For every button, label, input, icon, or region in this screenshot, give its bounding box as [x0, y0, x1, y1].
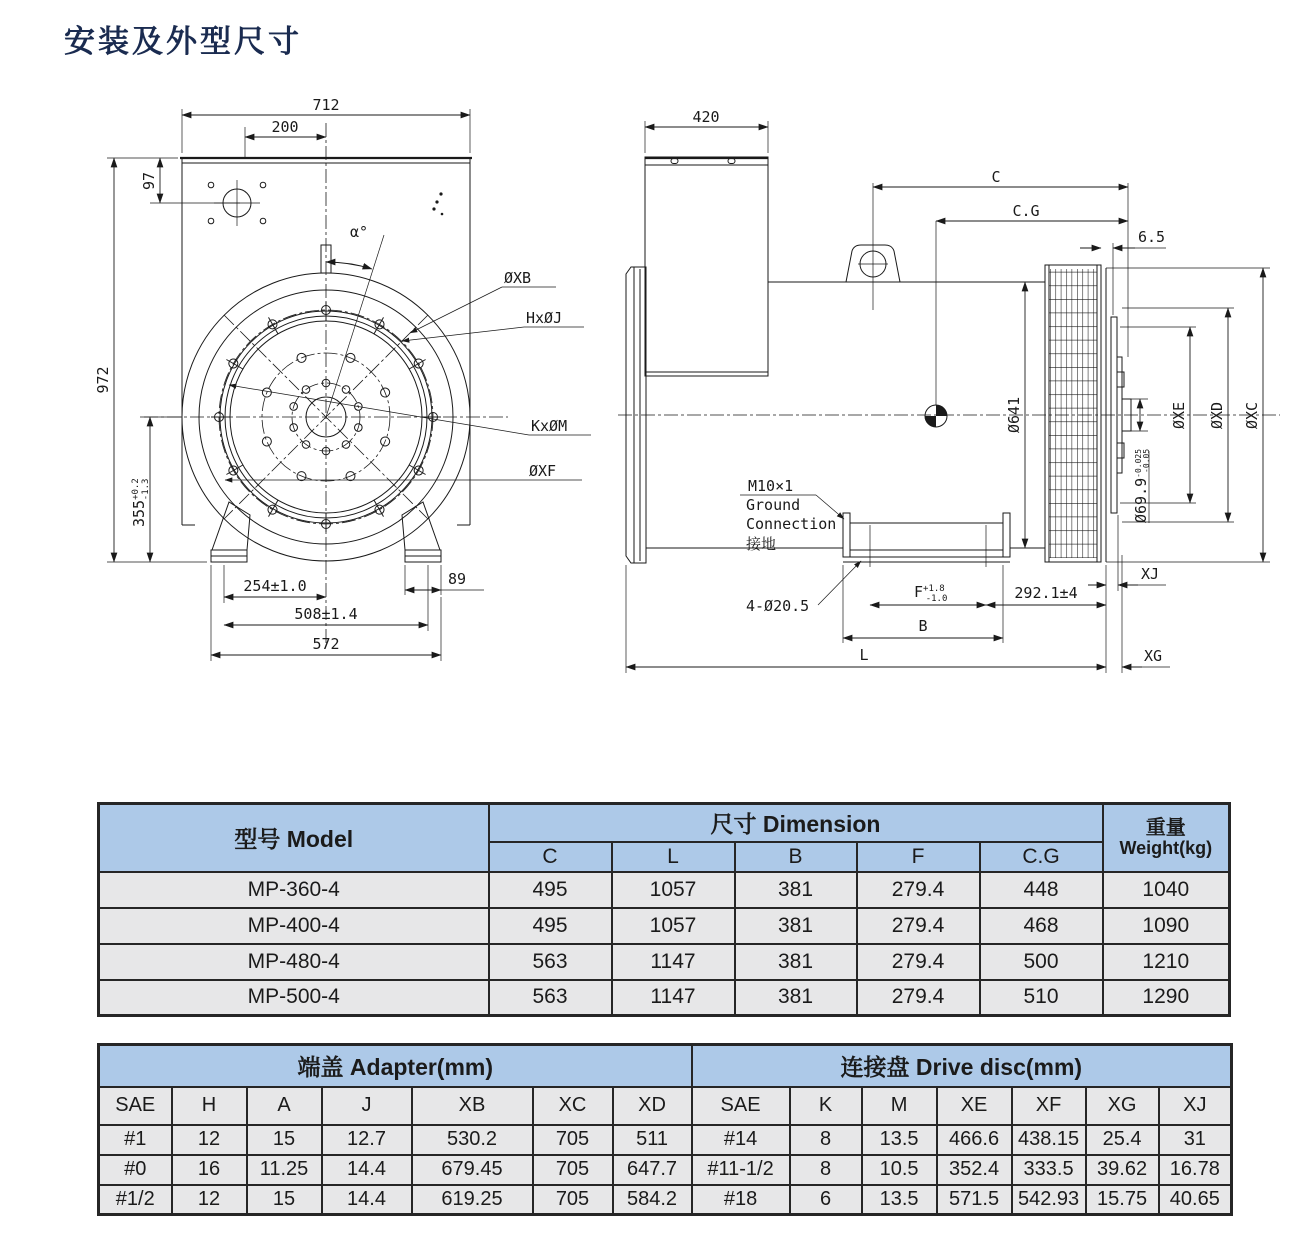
- cell: 705: [533, 1155, 613, 1185]
- cell: 8: [790, 1155, 862, 1185]
- cell-model: MP-360-4: [99, 872, 489, 908]
- table-row: [99, 908, 1230, 944]
- col-header: XD: [613, 1087, 692, 1125]
- col-header: H: [172, 1087, 247, 1125]
- cell: 10.5: [862, 1155, 937, 1185]
- model-dimension-table: [97, 802, 1231, 1017]
- cell: 14.4: [322, 1185, 412, 1215]
- header-model: 型号 Model: [99, 804, 489, 872]
- header-drive-disc: 连接盘 Drive disc(mm): [692, 1045, 1232, 1087]
- cell: 1147: [612, 980, 735, 1016]
- dim-label-l: L: [859, 646, 869, 664]
- cell: 584.2: [613, 1185, 692, 1215]
- cell: 500: [980, 944, 1103, 980]
- cell: #14: [692, 1125, 790, 1155]
- table-row: [99, 980, 1230, 1016]
- cell: 14.4: [322, 1155, 412, 1185]
- dim-label-xb: ØXB: [504, 269, 532, 287]
- cell: 438.15: [1012, 1125, 1086, 1155]
- dim-label-4-20-5: 4-Ø20.5: [746, 597, 810, 615]
- cell: 511: [613, 1125, 692, 1155]
- cell: 352.4: [937, 1155, 1012, 1185]
- cell: #1: [99, 1125, 172, 1155]
- cell: #11-1/2: [692, 1155, 790, 1185]
- cell: 381: [735, 980, 857, 1016]
- dim-label-c: C: [991, 168, 1001, 186]
- cell-model: MP-480-4: [99, 944, 489, 980]
- cell: 13.5: [862, 1185, 937, 1215]
- page-title: 安装及外型尺寸: [64, 24, 302, 59]
- cell: 619.25: [412, 1185, 533, 1215]
- dim-label-292-1: 292.1±4: [1014, 584, 1078, 602]
- col-header: XE: [937, 1087, 1012, 1125]
- dim-label-alpha: α°: [350, 223, 369, 241]
- cell: 679.45: [412, 1155, 533, 1185]
- table-row: [99, 1087, 1232, 1125]
- cell: 15: [247, 1185, 322, 1215]
- ground-label-4: 接地: [746, 535, 777, 553]
- cell-model: MP-500-4: [99, 980, 489, 1016]
- cell: 39.62: [1086, 1155, 1159, 1185]
- cell: 31: [1159, 1125, 1232, 1155]
- dim-label-355: $355^{+0.2}-1.3$: [130, 478, 151, 527]
- cell: 333.5: [1012, 1155, 1086, 1185]
- cell: 1210: [1103, 944, 1230, 980]
- table-row: [99, 1125, 1232, 1155]
- cell: 510: [980, 980, 1103, 1016]
- header-dimension: 尺寸 Dimension: [489, 804, 1103, 842]
- cell: 381: [735, 908, 857, 944]
- cell: 1040: [1103, 872, 1230, 908]
- cell: 381: [735, 944, 857, 980]
- cell: 571.5: [937, 1185, 1012, 1215]
- cell: 15.75: [1086, 1185, 1159, 1215]
- header-weight: [1103, 804, 1230, 872]
- sae-adapter-table: [97, 1043, 1233, 1216]
- cell: 1290: [1103, 980, 1230, 1016]
- dim-label-69-9: $Ø69.9^{-0.025}-0.05$: [1132, 448, 1151, 523]
- header-weight-en: Weight(kg): [1119, 837, 1213, 858]
- cell: #1/2: [99, 1185, 172, 1215]
- cell: 1147: [612, 944, 735, 980]
- side-view-drawing: [618, 95, 1308, 710]
- cell: 647.7: [613, 1155, 692, 1185]
- col-header: M: [862, 1087, 937, 1125]
- col-header-b: B: [735, 842, 857, 872]
- dim-label-km: KxØM: [531, 417, 568, 435]
- cell: 15: [247, 1125, 322, 1155]
- cell: 16.78: [1159, 1155, 1232, 1185]
- dim-label-97: 97: [140, 171, 158, 191]
- cell: 8: [790, 1125, 862, 1155]
- cell: 495: [489, 908, 612, 944]
- cell: 1057: [612, 872, 735, 908]
- col-header: K: [790, 1087, 862, 1125]
- col-header: XG: [1086, 1087, 1159, 1125]
- col-header: XF: [1012, 1087, 1086, 1125]
- dim-label-hj: HxØJ: [526, 309, 563, 327]
- front-view-drawing: [92, 95, 607, 710]
- cell: 40.65: [1159, 1185, 1232, 1215]
- header-adapter: 端盖 Adapter(mm): [99, 1045, 692, 1087]
- col-header: SAE: [99, 1087, 172, 1125]
- col-header: A: [247, 1087, 322, 1125]
- col-header: SAE: [692, 1087, 790, 1125]
- col-header-l: L: [612, 842, 735, 872]
- dim-label-xf: ØXF: [529, 462, 557, 480]
- dim-label-b: B: [918, 617, 928, 635]
- dim-label-572: 572: [312, 635, 340, 653]
- cell: #0: [99, 1155, 172, 1185]
- cell: 705: [533, 1185, 613, 1215]
- cell: 279.4: [857, 908, 980, 944]
- dim-label-xg: XG: [1144, 647, 1163, 665]
- dim-label-cg: C.G: [1012, 202, 1040, 220]
- table-row: [99, 872, 1230, 908]
- dim-label-6-5: 6.5: [1138, 228, 1166, 246]
- col-header: XB: [412, 1087, 533, 1125]
- cell: 11.25: [247, 1155, 322, 1185]
- cell: 705: [533, 1125, 613, 1155]
- dim-label-xj: XJ: [1141, 565, 1160, 583]
- header-weight-cn: 重量: [1145, 816, 1186, 839]
- col-header: J: [322, 1087, 412, 1125]
- table-row: [99, 1185, 1232, 1215]
- dim-label-972: 972: [94, 366, 112, 394]
- cell: 279.4: [857, 872, 980, 908]
- table-row: [99, 1155, 1232, 1185]
- dim-label-xd: ØXD: [1208, 401, 1226, 429]
- dim-label-712: 712: [312, 96, 340, 114]
- col-header-cg: C.G: [980, 842, 1103, 872]
- cell: 381: [735, 872, 857, 908]
- ground-label-2: Ground: [746, 496, 801, 514]
- col-header-f: F: [857, 842, 980, 872]
- dim-label-xc: ØXC: [1243, 401, 1261, 429]
- cell: 448: [980, 872, 1103, 908]
- center-of-gravity-symbol: [925, 405, 947, 427]
- dim-label-xe: ØXE: [1170, 401, 1188, 429]
- col-header: XC: [533, 1087, 613, 1125]
- cell: 530.2: [412, 1125, 533, 1155]
- cell: 12: [172, 1125, 247, 1155]
- col-header: XJ: [1159, 1087, 1232, 1125]
- cell: 542.93: [1012, 1185, 1086, 1215]
- cell: 279.4: [857, 944, 980, 980]
- cell: 468: [980, 908, 1103, 944]
- dim-label-89: 89: [448, 570, 467, 588]
- ground-label-1: M10×1: [748, 477, 794, 495]
- dim-label-200: 200: [271, 118, 299, 136]
- cell: 279.4: [857, 980, 980, 1016]
- ground-label-3: Connection: [746, 515, 837, 533]
- dim-label-f: $F^{+1.8}$ -1.0: [914, 583, 948, 604]
- cell: 563: [489, 944, 612, 980]
- cell: 12.7: [322, 1125, 412, 1155]
- cell: 6: [790, 1185, 862, 1215]
- cell: #18: [692, 1185, 790, 1215]
- dim-label-254: 254±1.0: [243, 577, 307, 595]
- cell: 495: [489, 872, 612, 908]
- dim-label-508: 508±1.4: [294, 605, 358, 623]
- cell: 563: [489, 980, 612, 1016]
- cell: 16: [172, 1155, 247, 1185]
- cell: 25.4: [1086, 1125, 1159, 1155]
- dim-label-420: 420: [692, 108, 720, 126]
- cell: 466.6: [937, 1125, 1012, 1155]
- cell: 1090: [1103, 908, 1230, 944]
- dim-label-641: Ø641: [1005, 396, 1023, 433]
- col-header-c: C: [489, 842, 612, 872]
- cell: 12: [172, 1185, 247, 1215]
- cell: 1057: [612, 908, 735, 944]
- cell: 13.5: [862, 1125, 937, 1155]
- table-row: [99, 944, 1230, 980]
- cell-model: MP-400-4: [99, 908, 489, 944]
